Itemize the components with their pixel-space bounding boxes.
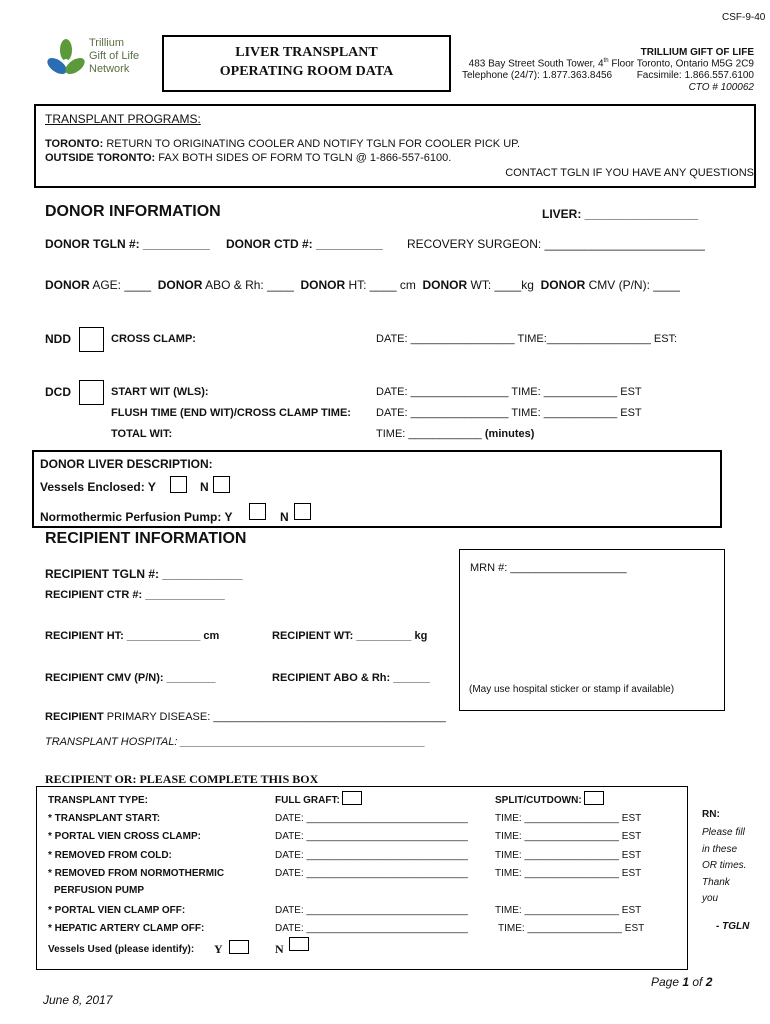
mrn-field[interactable]: MRN #: ___________________	[470, 562, 627, 574]
donor-tgln-field[interactable]: DONOR TGLN #: __________	[45, 237, 210, 251]
recipient-abo-field[interactable]: RECIPIENT ABO & Rh: ______	[272, 672, 430, 684]
total-wit-label: TOTAL WIT:	[111, 428, 173, 440]
vessels-used-yes-label: Y	[214, 942, 223, 956]
title-box	[162, 35, 451, 92]
or-row-time[interactable]: TIME: _________________ EST	[495, 850, 642, 861]
vessels-used-label: Vessels Used (please identify):	[48, 944, 195, 955]
page-number: Page 1 of 2	[651, 975, 713, 989]
total-wit-time[interactable]: TIME: ____________ (minutes)	[376, 428, 535, 440]
or-row-label-continued: PERFUSION PUMP	[54, 885, 145, 896]
donor-ctd-field[interactable]: DONOR CTD #: __________	[226, 237, 383, 251]
full-graft-label: FULL GRAFT:	[275, 795, 340, 806]
rn-note-heading: RN:	[702, 809, 720, 820]
or-row-time[interactable]: TIME: _________________ EST	[495, 905, 642, 916]
org-name: TRILLIUM GIFT OF LIFE	[640, 47, 754, 58]
logo-text: Trillium Gift of Life Network	[89, 37, 140, 75]
title-line-1: LIVER TRANSPLANT	[235, 45, 378, 60]
or-row-date[interactable]: DATE: _____________________________	[275, 831, 468, 842]
start-wit-datetime[interactable]: DATE: ________________ TIME: ____________ EST	[376, 386, 642, 398]
or-row-time[interactable]: TIME: _________________ EST	[495, 868, 642, 879]
liver-description-heading: DONOR LIVER DESCRIPTION:	[40, 457, 213, 471]
toronto-instruction: TORONTO: RETURN TO ORIGINATING COOLER AND NOTIFY TGLN FOR COOLER PICK UP.	[45, 138, 521, 150]
recipient-ctr-field[interactable]: RECIPIENT CTR #: _____________	[45, 589, 225, 601]
outside-toronto-instruction: OUTSIDE TORONTO: FAX BOTH SIDES OF FORM TO TGLN @ 1-866-557-6100.	[45, 152, 452, 164]
perfusion-yes-checkbox[interactable]	[249, 503, 266, 520]
or-row-label: * PORTAL VIEN CROSS CLAMP:	[48, 831, 201, 842]
or-row-time[interactable]: TIME: _________________ EST	[495, 813, 642, 824]
vessels-used-no-checkbox[interactable]	[289, 937, 309, 951]
ndd-checkbox[interactable]	[79, 327, 104, 352]
cto-number: CTO # 100062	[688, 82, 754, 93]
or-row-date[interactable]: DATE: _____________________________	[275, 850, 468, 861]
vessels-used-no-label: N	[275, 942, 284, 956]
donor-heading: DONOR INFORMATION	[45, 203, 221, 220]
or-row-label: * REMOVED FROM COLD:	[48, 850, 172, 861]
vessels-yes-checkbox[interactable]	[170, 476, 187, 493]
full-graft-checkbox[interactable]	[342, 791, 362, 805]
split-cutdown-checkbox[interactable]	[584, 791, 604, 805]
dcd-label: DCD	[45, 385, 71, 399]
org-fax: Facsimile: 1.866.557.6100	[636, 70, 754, 81]
flush-time-label: FLUSH TIME (END WIT)/CROSS CLAMP TIME:	[111, 407, 351, 419]
or-row-label: * TRANSPLANT START:	[48, 813, 161, 824]
or-row-label: * REMOVED FROM NORMOTHERMIC	[48, 868, 225, 879]
form-code: CSF-9-40	[722, 12, 766, 23]
or-row-time[interactable]: TIME: _________________ EST	[495, 831, 642, 842]
cross-clamp-label: CROSS CLAMP:	[111, 333, 196, 345]
contact-note: CONTACT TGLN IF YOU HAVE ANY QUESTIONS	[505, 167, 754, 179]
or-row-label: * HEPATIC ARTERY CLAMP OFF:	[48, 923, 205, 934]
recovery-surgeon-field[interactable]: RECOVERY SURGEON: ________________________	[407, 237, 705, 251]
perfusion-no-checkbox[interactable]	[294, 503, 311, 520]
transplant-type-label: TRANSPLANT TYPE:	[48, 795, 148, 806]
primary-disease-field[interactable]: RECIPIENT PRIMARY DISEASE: ______________________________________	[45, 711, 446, 723]
or-row-date[interactable]: DATE: _____________________________	[275, 813, 468, 824]
programs-heading: TRANSPLANT PROGRAMS:	[45, 112, 201, 126]
recipient-tgln-field[interactable]: RECIPIENT TGLN #: ____________	[45, 567, 243, 581]
recipient-cmv-field[interactable]: RECIPIENT CMV (P/N): ________	[45, 672, 216, 684]
vessels-used-yes-checkbox[interactable]	[229, 940, 249, 954]
split-cutdown-label: SPLIT/CUTDOWN:	[495, 795, 582, 806]
liver-field[interactable]: LIVER: _________________	[542, 207, 699, 221]
perfusion-no-label: N	[280, 510, 289, 524]
perfusion-pump-label: Normothermic Perfusion Pump: Y	[40, 510, 233, 524]
form-date: June 8, 2017	[43, 993, 113, 1007]
title-line-2: OPERATING ROOM DATA	[219, 64, 394, 79]
cross-clamp-datetime[interactable]: DATE: _________________ TIME:_________________ EST:	[376, 333, 678, 345]
org-address: 483 Bay Street South Tower, 4th Floor Toronto, Ontario M5G 2C9	[468, 58, 754, 70]
start-wit-label: START WIT (WLS):	[111, 386, 209, 398]
org-telephone: Telephone (24/7): 1.877.363.8456	[462, 70, 613, 81]
ndd-label: NDD	[45, 332, 71, 346]
sticker-note: (May use hospital sticker or stamp if available)	[469, 684, 675, 695]
or-row-label: * PORTAL VIEN CLAMP OFF:	[48, 905, 186, 916]
rn-note-signature: - TGLN	[716, 921, 750, 932]
flush-time-datetime[interactable]: DATE: ________________ TIME: ____________ EST	[376, 407, 642, 419]
or-row-date[interactable]: DATE: _____________________________	[275, 923, 468, 934]
dcd-checkbox[interactable]	[79, 380, 104, 405]
recipient-ht-field[interactable]: RECIPIENT HT: ____________ cm	[45, 630, 220, 642]
rn-note-text: Please fill in these OR times. Thank you	[702, 827, 747, 904]
vessels-no-label: N	[200, 480, 209, 494]
recipient-wt-field[interactable]: RECIPIENT WT: _________ kg	[272, 630, 428, 642]
or-box-heading: RECIPIENT OR: PLEASE COMPLETE THIS BOX	[45, 772, 319, 786]
or-row-date[interactable]: DATE: _____________________________	[275, 905, 468, 916]
vessels-enclosed-label: Vessels Enclosed: Y	[40, 480, 156, 494]
transplant-hospital-field[interactable]: TRANSPLANT HOSPITAL: ________________________________________	[45, 736, 426, 748]
vessels-no-checkbox[interactable]	[213, 476, 230, 493]
donor-vitals-row[interactable]: DONOR AGE: ____ DONOR ABO & Rh: ____ DONOR HT: ____ cm DONOR WT: ____kg DONOR CMV (P/N): ____	[45, 278, 680, 292]
or-row-date[interactable]: DATE: _____________________________	[275, 868, 468, 879]
trillium-logo-icon	[46, 38, 86, 80]
recipient-heading: RECIPIENT INFORMATION	[45, 530, 247, 547]
or-row-time[interactable]: TIME: _________________ EST	[498, 923, 645, 934]
